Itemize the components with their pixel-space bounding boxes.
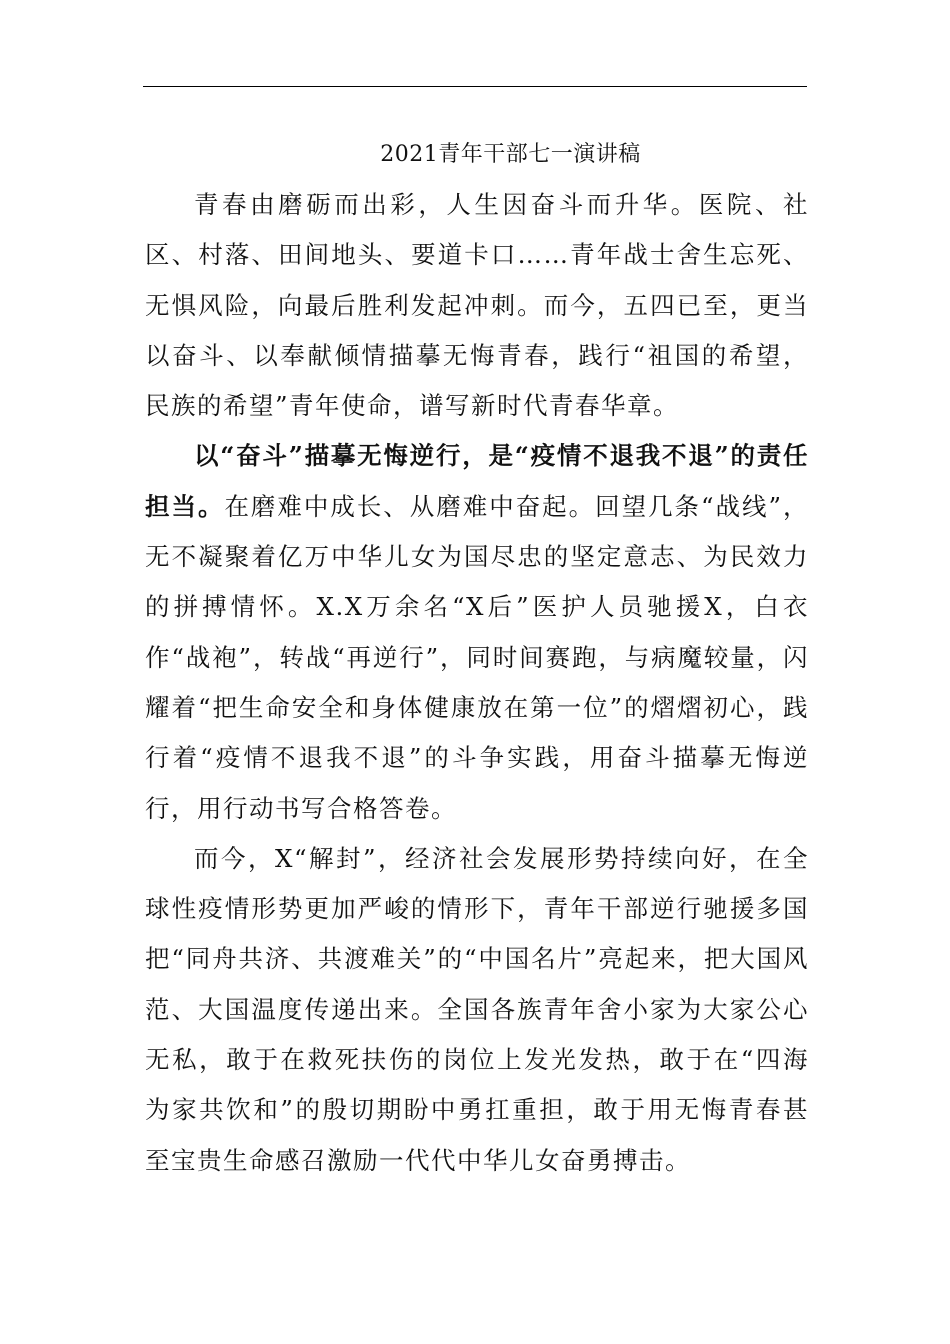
paragraph-1 [145,180,809,431]
paragraph-3 [145,834,809,1186]
paragraph-1-text: 青春由磨砺而出彩，人生因奋斗而升华。医院、社区、村落、田间地头、要道卡口……青年战士舍生忘死、无惧风险，向最后胜利发起冲刺。而今，五四已至，更当以奋斗、以奉献倾情描摹无悔青春，践行“祖国的希望，民族的希望”青年使命，谱写新时代青春华章。 [145,190,809,421]
paragraph-2-lead: 以“奋斗”描摹无悔逆行，是“疫情不退我不退”的责任担当。 [145,441,809,521]
paragraph-2 [145,431,809,833]
header-rule [143,86,807,87]
paragraph-3-text: 而今，X“解封”，经济社会发展形势持续向好，在全球性疫情形势更加严峻的情形下，青年干部逆行驰援多国把“同舟共济、共渡难关”的“中国名片”亮起来，把大国风范、大国温度传递出来。全国各族青年舍小家为大家公心无私，敢于在救死扶伤的岗位上发光发热，敢于在“四海为家共饮和”的殷切期盼中勇扛重担，敢于用无悔青春甚至宝贵生命感召激励一代代中华儿女奋勇搏击。 [145,843,809,1175]
document-title: 2021青年干部七一演讲稿 [380,142,641,167]
document-body [145,180,809,1186]
paragraph-2-text: 在磨难中成长、从磨难中奋起。回望几条“战线”，无不凝聚着亿万中华儿女为国尽忠的坚定意志、为民效力的拼搏情怀。X.X万余名“X后”医护人员驰援X，白衣作“战袍”，转战“再逆行”，同时间赛跑，与病魔较量，闪耀着“把生命安全和身体健康放在第一位”的熠熠初心，践行着“疫情不退我不退”的斗争实践，用奋斗描摹无悔逆行，用行动书写合格答卷。 [145,491,809,823]
